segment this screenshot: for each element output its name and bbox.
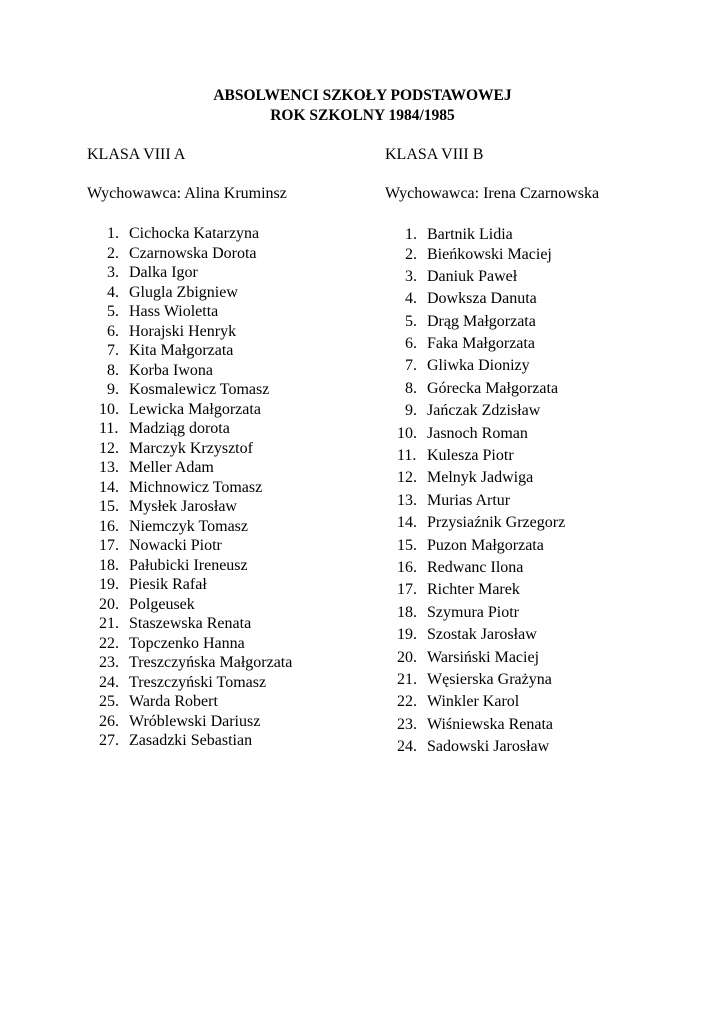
student-number: 2. xyxy=(107,244,119,262)
student-name: Niemczyk Tomasz xyxy=(129,517,248,535)
student-number: 24. xyxy=(397,738,417,756)
student-list-item xyxy=(397,490,565,512)
student-number: 12. xyxy=(397,469,417,487)
student-number: 24. xyxy=(99,673,119,691)
student-list-item xyxy=(99,556,292,576)
student-name: Korba Iwona xyxy=(129,361,213,379)
student-list-item xyxy=(99,712,292,732)
student-number: 8. xyxy=(405,379,417,397)
student-number: 17. xyxy=(99,537,119,554)
student-number: 7. xyxy=(107,342,119,359)
student-name: Przysiaźnik Grzegorz xyxy=(427,514,566,532)
class-a-tutor: Wychowawca: Alina Kruminsz xyxy=(87,185,287,202)
student-number: 10. xyxy=(99,400,119,418)
student-list-item xyxy=(405,400,565,422)
student-name: Zasadzki Sebastian xyxy=(129,732,253,749)
student-name: Dowksza Danuta xyxy=(427,290,537,308)
student-number: 20. xyxy=(397,648,417,666)
student-number: 22. xyxy=(397,693,417,711)
student-list-item xyxy=(397,602,565,624)
student-name: Kulesza Piotr xyxy=(427,447,514,465)
student-list-item xyxy=(107,244,292,264)
student-list-item xyxy=(405,355,565,377)
student-list-item xyxy=(397,691,565,713)
student-number: 13. xyxy=(397,491,417,509)
student-list-item xyxy=(99,731,292,751)
student-list-item xyxy=(397,714,565,736)
student-list-item xyxy=(397,467,565,489)
student-list-item xyxy=(107,283,292,303)
student-name: Kosmalewicz Tomasz xyxy=(129,381,270,398)
student-list-item xyxy=(397,579,565,601)
student-list-item xyxy=(405,288,565,310)
student-name: Bartnik Lidia xyxy=(427,226,513,243)
student-name: Warda Robert xyxy=(129,693,218,710)
student-name: Górecka Małgorzata xyxy=(427,379,559,397)
student-list-item xyxy=(99,673,292,693)
student-name: Wróblewski Dariusz xyxy=(129,712,261,730)
student-number: 14. xyxy=(397,514,417,532)
student-name: Nowacki Piotr xyxy=(129,537,222,554)
student-number: 4. xyxy=(405,290,417,308)
student-number: 16. xyxy=(397,558,417,576)
student-number: 18. xyxy=(99,556,119,574)
student-number: 5. xyxy=(405,312,417,330)
student-name: Wiśniewska Renata xyxy=(427,715,553,733)
student-number: 13. xyxy=(99,459,119,476)
student-number: 10. xyxy=(397,424,417,442)
student-name: Czarnowska Dorota xyxy=(129,244,257,262)
student-number: 6. xyxy=(107,322,119,340)
student-number: 17. xyxy=(397,581,417,599)
class-b-tutor: Wychowawca: Irena Czarnowska xyxy=(385,185,600,202)
class-a-heading: KLASA VIII A xyxy=(87,146,186,163)
student-name: Redwanc Ilona xyxy=(427,558,524,576)
student-name: Glugla Zbigniew xyxy=(129,283,238,301)
student-number: 20. xyxy=(99,595,119,613)
student-number: 4. xyxy=(107,283,119,301)
student-name: Jańczak Zdzisław xyxy=(427,402,541,420)
student-number: 15. xyxy=(99,498,119,515)
student-list-item xyxy=(405,266,565,288)
student-number: 23. xyxy=(99,654,119,671)
student-list-item xyxy=(397,736,565,758)
student-list-item xyxy=(397,512,566,534)
student-number: 2. xyxy=(405,245,417,263)
student-list-item xyxy=(99,653,293,673)
student-name: Pałubicki Ireneusz xyxy=(129,556,248,574)
student-number: 14. xyxy=(99,478,119,496)
student-list-item xyxy=(397,647,565,669)
student-number: 21. xyxy=(99,615,119,632)
student-list-item xyxy=(107,361,292,381)
student-number: 19. xyxy=(397,626,417,644)
student-number: 9. xyxy=(405,402,417,420)
student-list-item xyxy=(99,439,292,459)
student-name: Treszczyński Tomasz xyxy=(129,673,267,691)
student-name: Richter Marek xyxy=(427,581,520,599)
student-number: 7. xyxy=(405,357,417,375)
student-name: Lewicka Małgorzata xyxy=(129,400,261,418)
student-name: Jasnoch Roman xyxy=(427,424,528,442)
student-list-item xyxy=(405,224,565,244)
student-list-item xyxy=(99,458,292,478)
student-name: Meller Adam xyxy=(129,459,214,476)
student-name: Dalka Igor xyxy=(129,264,198,281)
student-name: Mysłek Jarosław xyxy=(129,498,237,515)
student-list-item xyxy=(397,423,565,445)
student-number: 12. xyxy=(99,439,119,457)
student-list-item xyxy=(397,535,565,557)
student-number: 19. xyxy=(99,576,119,593)
student-name: Warsiński Maciej xyxy=(427,648,540,666)
student-number: 1. xyxy=(405,226,417,243)
class-a-student-list xyxy=(99,224,293,751)
student-name: Melnyk Jadwiga xyxy=(427,469,534,487)
student-name: Madziąg dorota xyxy=(129,420,230,437)
student-number: 3. xyxy=(405,267,417,285)
student-list-item xyxy=(397,445,565,467)
student-list-item xyxy=(99,478,292,498)
student-number: 25. xyxy=(99,693,119,710)
class-b-student-list xyxy=(397,224,566,758)
student-number: 16. xyxy=(99,517,119,535)
student-number: 21. xyxy=(397,670,417,688)
student-number: 18. xyxy=(397,603,417,621)
student-name: Staszewska Renata xyxy=(129,615,252,632)
student-name: Horajski Henryk xyxy=(129,322,237,340)
student-name: Sadowski Jarosław xyxy=(427,738,550,756)
student-list-item xyxy=(107,302,292,322)
student-number: 5. xyxy=(107,303,119,320)
student-list-item xyxy=(405,244,565,266)
student-list-item xyxy=(99,634,292,654)
student-list-item xyxy=(99,419,292,439)
student-number: 23. xyxy=(397,715,417,733)
student-name: Drąg Małgorzata xyxy=(427,312,536,330)
student-list-item xyxy=(99,536,292,556)
student-name: Gliwka Dionizy xyxy=(427,357,530,375)
student-list-item xyxy=(99,497,292,517)
student-list-item xyxy=(99,614,292,634)
student-name: Szymura Piotr xyxy=(427,603,519,621)
student-name: Murias Artur xyxy=(427,491,511,509)
student-number: 27. xyxy=(99,732,119,749)
student-name: Treszczyńska Małgorzata xyxy=(129,654,293,671)
student-name: Michnowicz Tomasz xyxy=(129,478,263,496)
student-name: Winkler Karol xyxy=(427,693,520,711)
student-list-item xyxy=(397,624,565,646)
student-number: 22. xyxy=(99,634,119,652)
student-number: 3. xyxy=(107,264,119,281)
student-list-item xyxy=(107,380,292,400)
student-list-item xyxy=(107,341,292,361)
student-name: Szostak Jarosław xyxy=(427,626,537,644)
document-subtitle: ROK SZKOLNY 1984/1985 xyxy=(270,107,455,124)
student-list-item xyxy=(397,557,565,579)
student-list-item xyxy=(99,517,292,537)
student-list-item xyxy=(99,595,292,615)
student-number: 11. xyxy=(99,420,119,437)
student-name: Daniuk Paweł xyxy=(427,267,518,285)
student-name: Puzon Małgorzata xyxy=(427,536,544,554)
student-number: 9. xyxy=(107,381,119,398)
student-number: 6. xyxy=(405,335,417,353)
student-name: Węsierska Grażyna xyxy=(427,670,552,688)
student-name: Piesik Rafał xyxy=(129,576,207,593)
student-list-item xyxy=(107,263,292,283)
document-title: ABSOLWENCI SZKOŁY PODSTAWOWEJ xyxy=(213,87,512,104)
class-b-heading: KLASA VIII B xyxy=(385,146,484,163)
student-number: 26. xyxy=(99,712,119,730)
student-list-item xyxy=(107,224,292,244)
student-list-item xyxy=(405,333,565,355)
student-name: Polgeusek xyxy=(129,595,195,613)
student-name: Bieńkowski Maciej xyxy=(427,245,552,263)
student-number: 15. xyxy=(397,536,417,554)
student-name: Cichocka Katarzyna xyxy=(129,225,260,242)
student-list-item xyxy=(99,575,292,595)
student-list-item xyxy=(99,692,292,712)
student-name: Topczenko Hanna xyxy=(129,634,245,652)
student-name: Faka Małgorzata xyxy=(427,335,535,353)
student-name: Hass Wioletta xyxy=(129,303,219,320)
student-number: 1. xyxy=(107,225,119,242)
student-list-item xyxy=(99,400,292,420)
student-list-item xyxy=(107,322,292,342)
student-list-item xyxy=(397,669,565,691)
student-name: Marczyk Krzysztof xyxy=(129,439,253,457)
student-number: 11. xyxy=(397,447,417,465)
student-name: Kita Małgorzata xyxy=(129,342,234,359)
student-list-item xyxy=(405,378,565,400)
student-number: 8. xyxy=(107,361,119,379)
student-list-item xyxy=(405,311,565,333)
